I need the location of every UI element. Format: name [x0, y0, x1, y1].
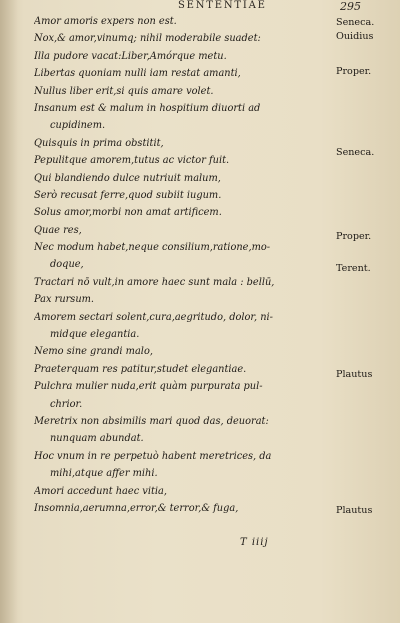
text-line: Pulchra mulier nuda,erit quàm purpurata pul-	[34, 381, 263, 393]
text-line: Quae res,	[34, 224, 82, 236]
text-line: Hoc vnum in re perpetuò habent meretrices, da	[34, 450, 272, 462]
text-line: Insomnia,aerumna,error,& terror,& fuga,	[34, 502, 239, 514]
text-line-continuation: doque,	[50, 259, 84, 271]
text-line: Illa pudore vacat:Liber,Amórque metu.	[34, 50, 227, 62]
text-line: Solus amor,morbi non amat artificem.	[34, 207, 222, 219]
text-line-continuation: midque elegantia.	[50, 329, 140, 341]
text-line-continuation: nunquam abundat.	[50, 433, 144, 445]
margin-note-author: Plautus	[336, 505, 373, 516]
running-head: SENTENTIAE	[178, 0, 267, 11]
margin-note-author: Proper.	[336, 231, 372, 242]
text-line: Libertas quoniam nulli iam restat amanti,	[34, 68, 241, 80]
text-line: Quisquis in prima obstitit,	[34, 137, 164, 149]
text-line: Insanum est & malum in hospitium diuorti ad	[34, 102, 261, 114]
margin-note-author: Terent.	[336, 263, 371, 274]
signature-mark: T iiij	[240, 537, 269, 548]
text-line: Nec modum habet,neque consilium,ratione,mo-	[34, 242, 271, 254]
text-line: Serò recusat ferre,quod subiit iugum.	[34, 189, 222, 201]
page-number: 295	[340, 0, 361, 13]
text-line-continuation: chrior.	[50, 398, 83, 410]
text-line: Praeterquam res patitur,studet elegantiae.	[34, 363, 247, 375]
text-line: Pax rursum.	[34, 294, 95, 306]
text-line: Qui blandiendo dulce nutriuit malum,	[34, 172, 221, 184]
margin-note-author: Seneca.	[336, 147, 375, 158]
margin-note-author: Plautus	[336, 369, 373, 380]
text-line: Amori accedunt haec vitia,	[34, 485, 167, 497]
gutter-shadow	[0, 0, 18, 623]
text-line-continuation: cupidinem.	[50, 120, 106, 132]
text-line: Nemo sine grandi malo,	[34, 346, 153, 358]
margin-note-author: Proper.	[336, 66, 372, 77]
text-line: Amorem sectari solent,cura,aegritudo, dolor, ni-	[34, 311, 273, 323]
sententiae-text	[34, 13, 344, 517]
text-line: Amor amoris expers non est.	[34, 16, 177, 27]
margin-note-author: Seneca.	[336, 17, 375, 28]
text-line: Pepulitque amorem,tutus ac victor fuit.	[34, 155, 230, 167]
text-line-continuation: mihi,atque affer mihi.	[50, 468, 158, 480]
text-line: Nullus liber erit,si quis amare volet.	[34, 85, 214, 97]
text-line: Meretrix non absimilis mari quod das, deuorat:	[34, 415, 269, 427]
margin-note-author: Ouidius	[336, 31, 374, 42]
text-line: Nox,& amor,vinumq; nihil moderabile suadet:	[34, 33, 261, 45]
text-line: Tractari nō vult,in amore haec sunt mala : bellū,	[34, 276, 275, 288]
